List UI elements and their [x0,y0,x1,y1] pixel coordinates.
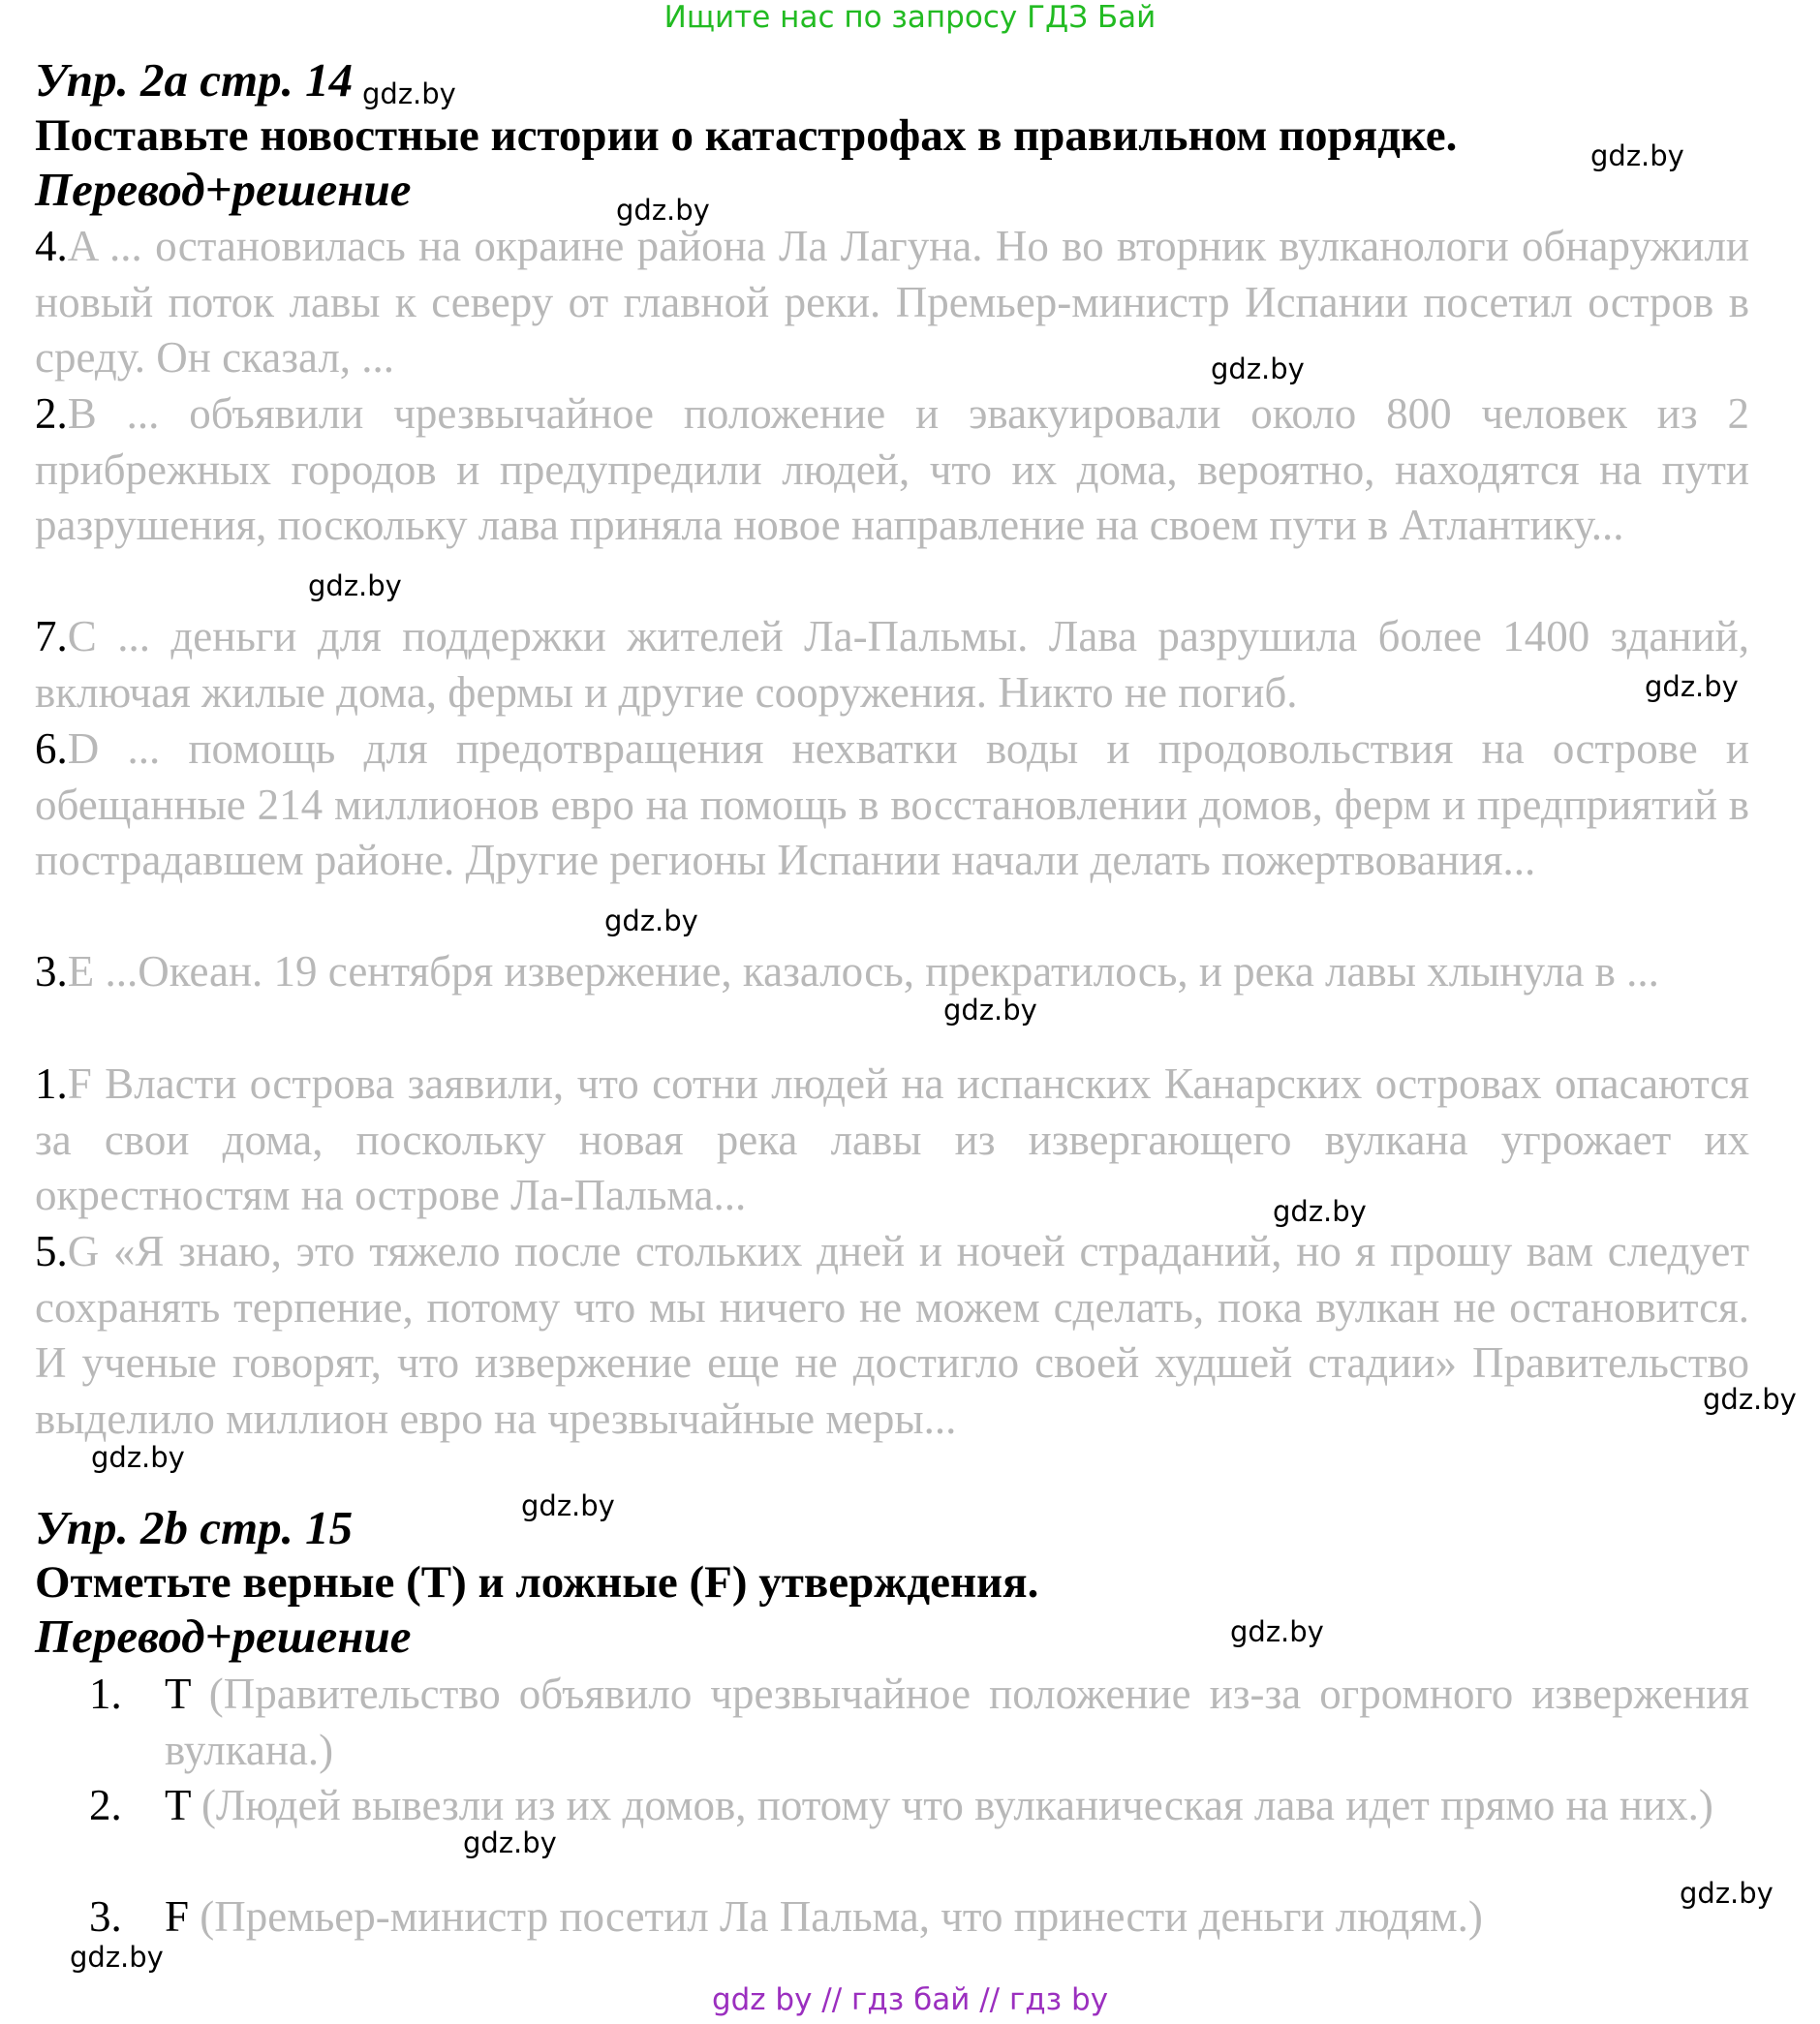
item-text [165,1667,1749,1778]
watermark: gdz.by [1703,1383,1797,1416]
answer-item-5 [35,1224,1749,1447]
item-text: A ... остановилась на окраине района Ла Лагуна. Но во вторник вулканологи обнаружили новый поток лавы к северу от главной реки. Премьер-министр Испании посетил остров в среду. Он сказал, ... [35,222,1749,382]
watermark: gdz.by [91,1441,185,1474]
item-number: 6. [35,724,68,773]
footer-links: gdz by // гдз бай // гдз by [711,1982,1109,2017]
watermark: gdz.by [943,994,1037,1027]
answer-item-3 [35,944,1749,1000]
item-number: 3. [35,947,68,996]
watermark: gdz.by [1230,1615,1324,1648]
item-number: 7. [35,612,68,660]
tf-explanation: (Людей вывезли из их домов, потому что вулканическая лава идет прямо на них.) [190,1781,1713,1829]
section-a-subtitle: Перевод+решение [35,163,412,216]
item-text: F Власти острова заявили, что сотни людей на испанских Канарских островах опасаются за свои дома, поскольку новая река лавы из извергающего вулкана угрожает их окрестностям на острове Ла-Пальма... [35,1059,1749,1219]
item-text: C ... деньги для поддержки жителей Ла-Пальмы. Лава разрушила более 1400 зданий, включая жилые дома, фермы и другие сооружения. Никто не погиб. [35,612,1749,717]
watermark: gdz.by [1273,1195,1367,1228]
item-text [165,1778,1749,1834]
section-b-task: Отметьте верные (T) и ложные (F) утверждения. [35,1557,1039,1608]
watermark: gdz.by [521,1489,615,1522]
watermark: gdz.by [1680,1877,1774,1910]
watermark: gdz.by [604,905,698,937]
search-banner: Ищите нас по запросу ГДЗ Бай [663,0,1157,35]
item-number: 1. [35,1059,68,1108]
tf-mark: T [165,1781,191,1829]
item-text: G «Я знаю, это тяжело после стольких дней и ночей страданий, но я прошу вам следует сохранять терпение, потому что мы ничего не можем сделать, пока вулкан не остановится. И ученые говорят, что извержение еще не достигло своей худшей стадии» Правительство выделило миллион евро на чрезвычайные меры... [35,1227,1749,1443]
answer-item-4 [35,219,1749,386]
watermark: gdz.by [1590,139,1684,172]
answer-item-7 [35,609,1749,721]
tf-item-1 [0,1667,1820,1783]
item-number: 5. [35,1227,68,1275]
watermark: gdz.by [362,77,456,110]
answer-item-2 [35,386,1749,554]
watermark: gdz.by [1211,353,1305,385]
section-a-task: Поставьте новостные истории о катастрофах в правильном порядке. [35,110,1458,161]
item-number: 1. [89,1670,122,1718]
tf-explanation: (Премьер-министр посетил Ла Пальма, что принести деньги людям.) [189,1892,1483,1941]
watermark: gdz.by [1645,670,1739,703]
watermark: gdz.by [308,569,402,602]
item-number: 4. [35,222,68,270]
item-text: D ... помощь для предотвращения нехватки воды и продовольствия на острове и обещанные 214 миллионов евро на помощь в восстановлении домов, ферм и предприятий в пострадавшем районе. Другие регионы Испании начали делать пожертвования... [35,724,1749,884]
answer-item-6 [35,721,1749,889]
tf-mark: F [165,1892,190,1941]
item-number: 2. [89,1781,122,1829]
section-a-title: Упр. 2a стр. 14 [35,53,354,107]
item-text: B ... объявили чрезвычайное положение и эвакуировали около 800 человек из 2 прибрежных городов и предупредили людей, что их дома, вероятно, находятся на пути разрушения, поскольку лава приняла новое направление на своем пути в Атлантику... [35,389,1749,549]
tf-item-2 [0,1778,1820,1894]
item-text [165,1889,1749,1946]
section-b-title: Упр. 2b стр. 15 [35,1501,354,1554]
tf-mark: T [165,1670,191,1718]
answer-item-1 [35,1057,1749,1224]
item-text: E ...Океан. 19 сентября извержение, казалось, прекратилось, и река лавы хлынула в ... [67,947,1659,996]
item-number: 3. [89,1892,122,1941]
tf-explanation: (Правительство объявило чрезвычайное положение из-за огромного извержения вулкана.) [165,1670,1749,1774]
item-number: 2. [35,389,68,438]
watermark: gdz.by [463,1826,557,1859]
tf-item-3 [0,1889,1820,1947]
section-b-subtitle: Перевод+решение [35,1610,412,1663]
watermark: gdz.by [70,1941,164,1974]
watermark: gdz.by [616,194,710,227]
